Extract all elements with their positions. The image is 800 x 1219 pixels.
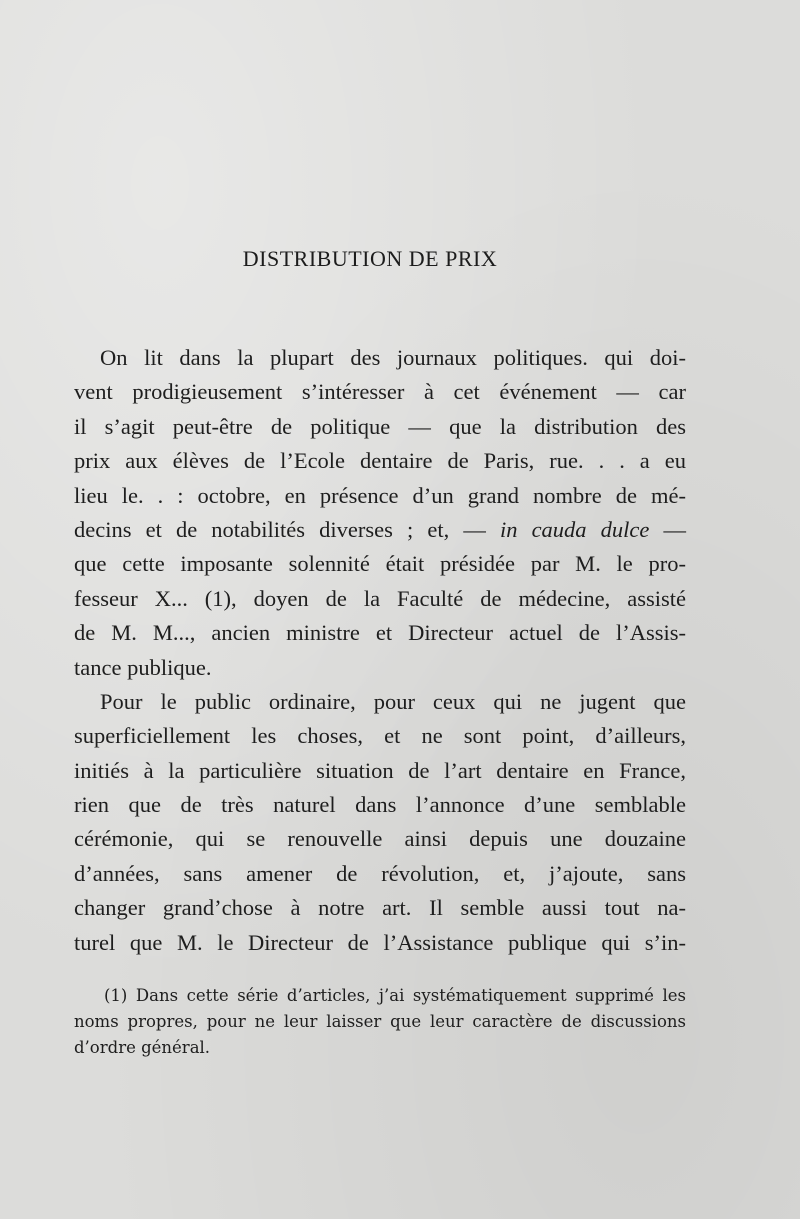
footnote bbox=[74, 983, 686, 1061]
text-line: il s’agit peut-être de politique — que la distribution des bbox=[74, 413, 686, 439]
text-line: lieu le. . : octobre, en présence d’un grand nombre de mé- bbox=[74, 482, 686, 508]
text-line: changer grand’chose à notre art. Il semble aussi tout na- bbox=[74, 895, 686, 921]
footnote-line: d’ordre général. bbox=[74, 1038, 211, 1057]
text-segment: — bbox=[649, 516, 687, 542]
italic-phrase: in cauda dulce bbox=[499, 516, 650, 542]
text-line: prix aux élèves de l’Ecole dentaire de Paris, rue. . . a eu bbox=[74, 448, 686, 474]
text-line: tance publique. bbox=[74, 654, 212, 680]
text-line: vent prodigieusement s’intéresser à cet événement — car bbox=[74, 379, 686, 405]
text-line: On lit dans la plupart des journaux politiques. qui doi- bbox=[100, 345, 686, 370]
text-line: turel que M. le Directeur de l’Assistance publique qui s’in- bbox=[74, 929, 686, 955]
text-line-with-italic bbox=[74, 513, 686, 547]
body-text bbox=[74, 341, 686, 960]
text-line: fesseur X... (1), doyen de la Faculté de médecine, assisté bbox=[74, 585, 686, 611]
text-line: que cette imposante solennité était présidée par M. le pro- bbox=[74, 551, 686, 577]
footnote-line: (1) Dans cette série d’articles, j’ai systématiquement supprimé les bbox=[104, 986, 686, 1005]
paragraph-2 bbox=[74, 685, 686, 960]
text-line: Pour le public ordinaire, pour ceux qui ne jugent que bbox=[100, 688, 686, 714]
paragraph-1 bbox=[74, 341, 686, 685]
text-line: d’années, sans amener de révolution, et, j’ajoute, sans bbox=[74, 860, 686, 886]
page-title: DISTRIBUTION DE PRIX bbox=[242, 246, 498, 271]
text-line: initiés à la particulière situation de l’art dentaire en France, bbox=[74, 757, 686, 783]
text-line: cérémonie, qui se renouvelle ainsi depuis une douzaine bbox=[74, 826, 686, 852]
text-line: de M. M..., ancien ministre et Directeur actuel de l’Assis- bbox=[74, 620, 686, 646]
text-line: rien que de très naturel dans l’annonce d’une semblable bbox=[74, 792, 686, 818]
text-line: superficiellement les choses, et ne sont point, d’ailleurs, bbox=[74, 723, 686, 749]
footnote-line: noms propres, pour ne leur laisser que leur caractère de discussions bbox=[74, 1012, 686, 1031]
text-segment: decins et de notabilités diverses ; et, — bbox=[74, 516, 486, 542]
